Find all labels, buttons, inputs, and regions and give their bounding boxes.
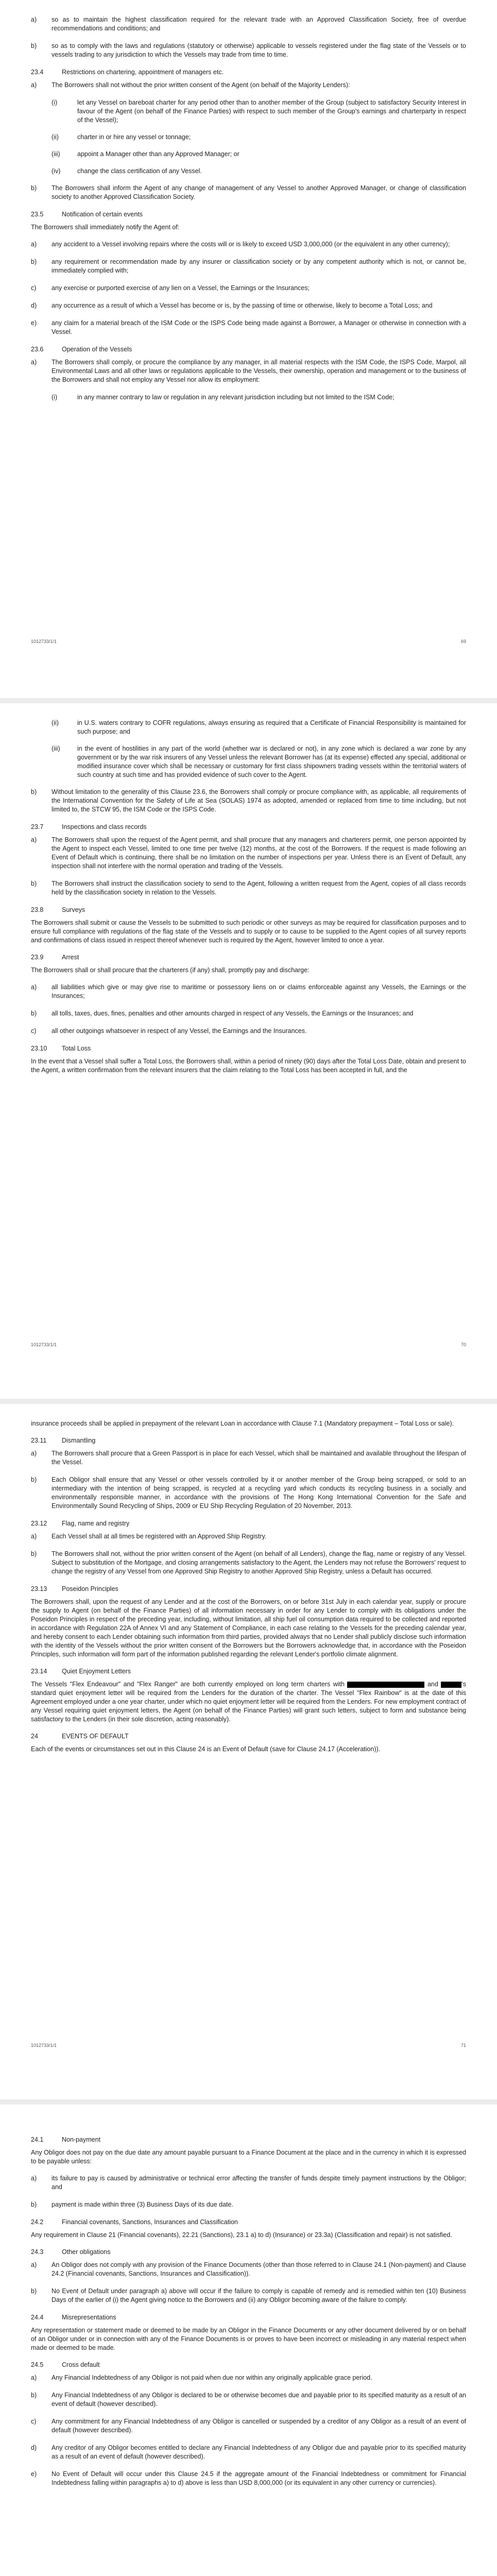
paragraph: The Vessels "Flex Endeavour" and "Flex Ranger" are both currently employed on long term charters with and 's standard quiet enjoyment letter will be required from the Lenders for the duration of the charter. The Vessel "Flex Rainbow" is at the date of this Agreement employed under a one year charter, under which no quiet enjoyment letter will be required from the Lenders. For new employment contract of any Vessel requiring quiet enjoyment letters, the Agent (on behalf of the Finance Parties) will grant such letters, subject to form and substance being satisfactory to the Lenders (in their sole discretion, acting reasonably). [31, 1681, 466, 1723]
section-heading: 23.5 Notification of certain events [31, 211, 143, 218]
paragraph: Any requirement in Clause 21 (Financial covenants), 22.21 (Sanctions), 23.1 a) to d) (Insurance) or 23.3a) (Classification and repair) is not satisfied. [31, 2231, 452, 2239]
document-page-71 [0, 1404, 497, 2099]
clause-item: a) The Borrowers shall procure that a Green Passport is in place for each Vessel, which shall be maintained and available throughout the lifespan of the Vessel. [31, 1450, 466, 1466]
section-heading: 23.7 Inspections and class records [31, 823, 147, 831]
section-heading: 24 EVENTS OF DEFAULT [31, 1733, 129, 1740]
section-heading: 23.12 Flag, name and registry [31, 1520, 130, 1527]
clause-item: b) No Event of Default under paragraph a) above will occur if the failure to comply is capable of remedy and is remedied within ten (10) Business Days of the earlier of (i) the Agent giving notice to the Borrowers and (ii) any Obligor becoming aware of the failure to comply. [31, 2287, 466, 2303]
sub-clause: (iii) appoint a Manager other than any Approved Manager; or [52, 150, 239, 158]
document-page-70 [0, 703, 497, 1399]
document-ref: 1012733/1/1 [31, 2043, 57, 2048]
section-heading: 23.13 Poseidon Principles [31, 1585, 118, 1592]
redaction-block [441, 1682, 461, 1688]
paragraph: The Borrowers shall or shall procure that the charterers (if any) shall, promptly pay and discharge: [31, 967, 310, 974]
document-ref: 1012733/1/1 [31, 639, 57, 644]
paragraph: Any Obligor does not pay on the due date any amount payable pursuant to a Finance Document at the place and in the currency in which it is expressed to be payable unless: [31, 2149, 466, 2165]
clause-item: a) An Obligor does not comply with any provision of the Finance Documents (other than those referred to in Clause 24.1 (Non-payment) and Clause 24.2 (Financial covenants, Sanctions, Insurances and Classification)). [31, 2261, 466, 2277]
clause-item: d) any occurrence as a result of which a Vessel has become or is, by the passing of time or otherwise, likely to become a Total Loss; and [31, 302, 433, 309]
clause-item: b) any requirement or recommendation made by any insurer or classification society or by any competent authority which is not, or cannot be, immediately complied with; [31, 258, 466, 274]
clause-item: c) Any commitment for any Financial Indebtedness of any Obligor is cancelled or suspended by a creditor of any Obligor as a result of an event of default (however described). [31, 2418, 466, 2434]
section-heading: 24.2 Financial covenants, Sanctions, Insurances and Classification [31, 2218, 238, 2226]
section-heading: 23.9 Arrest [31, 954, 79, 961]
section-heading: 23.11 Dismantling [31, 1437, 96, 1444]
document-page-72 [0, 2105, 497, 2576]
paragraph: The Borrowers shall submit or cause the Vessels to be submitted to such periodic or other surveys as may be required for classification purposes and to ensure full compliance with regulations of the flag state of the Vessels and to supply or to cause to be supplied to the Agent copies of all survey reports and confirmations of class issued in respect thereof whenever such is required by the Agent, however limited to once a year. [31, 919, 466, 944]
sub-clause: (i) in any manner contrary to law or regulation in any relevant jurisdiction including but not limited to the ISM Code; [52, 394, 395, 401]
section-heading: 24.5 Cross default [31, 2361, 100, 2368]
clause-item: c) any exercise or purported exercise of any lien on a Vessel, the Earnings or the Insurances; [31, 284, 310, 292]
sub-clause: (iii) in the event of hostilities in any part of the world (whether war is declared or not), in any zone which is declared a war zone by any government or by the war risk insurers of any Vessel unless the relevant Borrower has (at its expense) effected any special, additional or modified insurance cover which shall be necessary or customary for first class shipowners trading vessels within the territorial waters of such country at such time and has provided evidence of such cover to the Agent. [52, 745, 466, 778]
sub-clause: (iv) change the class certification of any Vessel. [52, 167, 202, 175]
clause-item: c) all other outgoings whatsoever in respect of any Vessel, the Earnings and the Insurances. [31, 1027, 307, 1035]
clause-item: b) The Borrowers shall not, without the prior written consent of the Agent (on behalf of all Lenders), change the flag, name or registry of any Vessel. Subject to substitution of the Mortgage, and closing arrangements satisfactory to the Agent, the Lenders may not refuse the Borrowers' request to change the registry of any Vessel from one Approved Ship Registry to another Approved Ship Registry, unless a Default has occurred. [31, 1550, 466, 1575]
clause-item: a) The Borrowers shall not without the prior written consent of the Agent (on behalf of the Majority Lenders): [31, 81, 350, 89]
document-ref: 1012733/1/1 [31, 1342, 57, 1347]
section-heading: 23.10 Total Loss [31, 1045, 91, 1052]
clause-item: b) payment is made within three (3) Business Days of its due date. [31, 2201, 233, 2208]
clause-item: d) Any creditor of any Obligor becomes entitled to declare any Financial Indebtedness of any Obligor due and payable prior to its specified maturity as a result of an event of default (however described). [31, 2444, 466, 2460]
page-number: 69 [460, 639, 466, 644]
section-heading: 24.3 Other obligations [31, 2248, 111, 2256]
section-heading: 23.6 Operation of the Vessels [31, 346, 132, 353]
clause-item: a) The Borrowers shall comply, or procure the compliance by any manager, in all material respects with the ISM Code, the ISPS Code, Marpol, all Environmental Laws and all other laws or regulations applicable to the Vessels, their ownership, operation and management or to the business of the Borrowers and shall not employ any Vessel nor allow its employment: [31, 359, 466, 383]
clause-item: a) so as to maintain the highest classification required for the relevant trade with an Approved Classification Society, free of overdue recommendations and conditions; and [31, 16, 466, 32]
sub-clause: (ii) charter in or hire any vessel or tonnage; [52, 133, 191, 141]
page-number: 71 [460, 2043, 466, 2048]
sub-clause: (i) let any Vessel on bareboat charter for any period other than to another member of the Group (subject to satisfactory Security Interest in favour of the Agent (on behalf of the Finance Parties) with respect to such member of the Group's earnings and charterparty in respect of the Vessel); [52, 99, 466, 124]
clause-item: a) Each Vessel shall at all times be registered with an Approved Ship Registry. [31, 1533, 267, 1540]
clause-item: b) so as to comply with the laws and regulations (statutory or otherwise) applicable to vessels registered under the flag state of the Vessels or to vessels trading to any jurisdiction to which the Vessels may trade from time to time. [31, 42, 466, 58]
paragraph: The Borrowers shall, upon the request of any Lender and at the cost of the Borrowers, on or before 31st July in each calendar year, supply or procure the supply to Agent (on behalf of the Finance Parties) of all information necessary in order for any Lender to comply with its obligations under the Poseidon Principles in respect of the preceding year, including, without limitation, all ship fuel oil consumption data required to be collected and reported in accordance with Regulation 22A of Annex VI and any Statement of Compliance, in each case relating to the Vessels for the preceding calendar year, and hereby consent to each Lender obtaining such information from third parties, provided always that no Lender shall publicly disclose such information with the identity of the Vessels without the prior written consent of the Borrowers but the Borrowers acknowledge that, in accordance with the Poseidon Principles, such information will form part of the information published regarding the relevant Lender's portfolio climate alignment. [31, 1598, 466, 1658]
clause-item: b) Without limitation to the generality of this Clause 23.6, the Borrowers shall comply or procure compliance with, as applicable, all requirements of the International Convention for the Safety of Life at Sea (SOLAS) 1974 as adopted, amended or replaced from time to time including, but not limited to, the STCW 95, the ISM Code or the ISPS Code. [31, 788, 466, 813]
section-heading: 24.4 Misrepresentations [31, 2314, 116, 2321]
clause-item: b) The Borrowers shall inform the Agent of any change of management of any Vessel to another Approved Manager, or change of classification society to another Approved Classification Society. [31, 184, 466, 200]
section-heading: 23.8 Surveys [31, 906, 85, 913]
clause-item: b) The Borrowers shall instruct the classification society to send to the Agent, following a written request from the Agent, copies of all class records held by the classification society in relation to the Vessels. [31, 880, 466, 896]
clause-item: a) The Borrowers shall upon the request of the Agent permit, and shall procure that any managers and charterers permit, one person appointed by the Agent to inspect each Vessel, limited to one time per twelve (12) months, at the cost of the Borrowers. If the request is made following an Event of Default which is continuing, there shall be no limitation on the number of inspections per year. Unless there is an Event of Default, any inspection shall not interfere with the normal operation and trading of the Vessels. [31, 836, 466, 870]
paragraph: insurance proceeds shall be applied in prepayment of the relevant Loan in accordance with Clause 7.1 (Mandatory prepayment – Total Loss or sale). [31, 1420, 454, 1427]
paragraph: Each of the events or circumstances set out in this Clause 24 is an Event of Default (save for Clause 24.17 (Acceleration)). [31, 1745, 381, 1753]
clause-item: a) its failure to pay is caused by administrative or technical error affecting the transfer of funds despite timely payment instructions by the Obligor; and [31, 2175, 466, 2191]
document-page-69 [0, 0, 497, 698]
clause-item: a) all liabilities which give or may give rise to maritime or possessory liens on or claims enforceable against any Vessels, the Earnings or the Insurances; [31, 984, 466, 999]
clause-item: b) Each Obligor shall ensure that any Vessel or other vessels controlled by it or another member of the Group being scrapped, or sold to an intermediary with the intention of being scrapped, is recycled at a recycling yard which conducts its recycling business in a socially and environmentally responsible manner, in accordance with the provisions of The Hong Kong International Convention for the Safe and Environmentally Sound Recycling of Ships, 2009 or EU Ship Recycling Regulation of 20 November, 2013. [31, 1476, 466, 1510]
section-heading: 24.1 Non-payment [31, 2136, 101, 2143]
page-footer [31, 1342, 466, 1347]
clause-item: e) No Event of Default will occur under this Clause 24.5 if the aggregate amount of the Financial Indebtedness or commitment for Financial Indebtedness falling within paragraphs a) to d) above is less than USD 8,000,000 (or its equivalent in any other currency or currencies). [31, 2470, 466, 2486]
paragraph: Any representation or statement made or deemed to be made by an Obligor in the Finance Documents or any other document delivered by or on behalf of an Obligor under or in connection with any of the Finance Documents is or proves to have been incorrect or misleading in any material respect when made or deemed to be made. [31, 2327, 466, 2351]
clause-item: b) Any Financial Indebtedness of any Obligor is declared to be or otherwise becomes due and payable prior to its specified maturity as a result of an event of default (however described). [31, 2392, 466, 2408]
section-heading: 23.14 Quiet Enjoyment Letters [31, 1668, 131, 1675]
clause-item: a) any accident to a Vessel involving repairs where the costs will or is likely to exceed USD 3,000,000 (or the equivalent in any other currency); [31, 241, 450, 248]
redaction-block [347, 1682, 424, 1688]
clause-item: a) Any Financial Indebtedness of any Obligor is not paid when due nor within any originally applicable grace period. [31, 2374, 372, 2381]
clause-item: e) any claim for a material breach of the ISM Code or the ISPS Code being made against a Borrower, a Manager or otherwise in connection with a Vessel. [31, 319, 466, 335]
page-footer [31, 2043, 466, 2048]
sub-clause: (ii) in U.S. waters contrary to COFR regulations, always ensuring as required that a Certificate of Financial Responsibility is maintained for such purpose; and [52, 719, 466, 735]
page-footer [31, 639, 466, 644]
paragraph: The Borrowers shall immediately notify the Agent of: [31, 224, 180, 231]
section-heading: 23.4 Restrictions on chartering, appointment of managers etc. [31, 69, 224, 76]
clause-item: b) all tolls, taxes, dues, fines, penalties and other amounts charged in respect of any Vessels, the Earnings or the Insurances; and [31, 1010, 414, 1017]
paragraph: In the event that a Vessel shall suffer a Total Loss, the Borrowers shall, within a period of ninety (90) days after the Total Loss Date, obtain and present to the Agent, a written confirmation from the relevant insurers that the claim relating to the Total Loss has been accepted in full, and the [31, 1058, 466, 1074]
page-number: 70 [460, 1342, 466, 1347]
